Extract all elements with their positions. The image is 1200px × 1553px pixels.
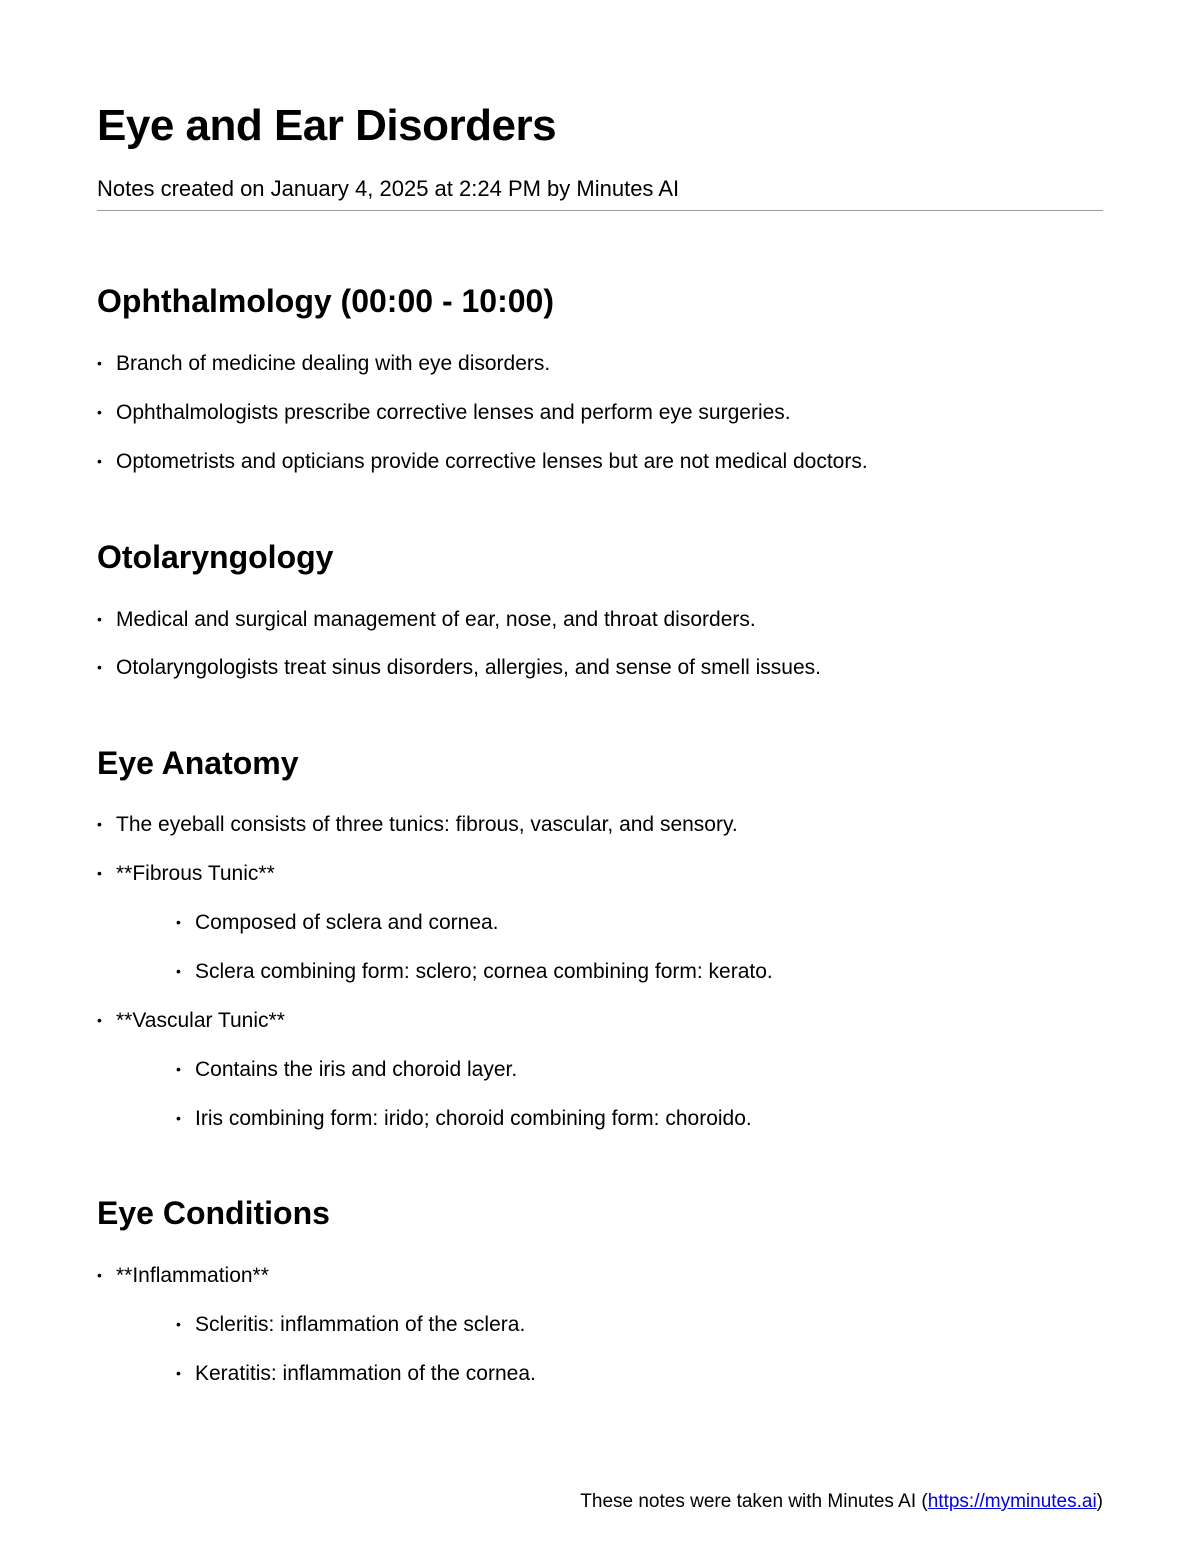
- footer-prefix: These notes were taken with Minutes AI (: [580, 1491, 928, 1512]
- section-heading-otolaryngology: Otolaryngology: [97, 539, 334, 575]
- bullet-icon: •: [97, 865, 102, 881]
- list-item-text: Contains the iris and choroid layer.: [195, 1058, 518, 1081]
- section-heading-eye-anatomy: Eye Anatomy: [97, 745, 299, 781]
- list-item: [97, 604, 756, 635]
- bullet-icon: •: [97, 404, 102, 420]
- bullet-icon: •: [97, 1267, 102, 1283]
- list-item-text: Iris combining form: irido; choroid combining form: choroido.: [195, 1107, 752, 1130]
- footer-suffix: ): [1096, 1491, 1103, 1512]
- bullet-icon: •: [176, 1110, 181, 1126]
- list-item: [97, 348, 550, 379]
- list-item: [97, 1005, 285, 1036]
- list-item: [97, 858, 275, 889]
- sub-list-item: [176, 1358, 536, 1389]
- list-item-text: Optometrists and opticians provide corrective lenses but are not medical doctors.: [116, 450, 868, 473]
- sub-list-item: [176, 1309, 525, 1340]
- bullet-icon: •: [176, 1365, 181, 1381]
- bullet-icon: •: [176, 914, 181, 930]
- bullet-icon: •: [176, 963, 181, 979]
- list-item-text: Composed of sclera and cornea.: [195, 911, 499, 934]
- bullet-icon: •: [176, 1316, 181, 1332]
- list-item-text: Branch of medicine dealing with eye disorders.: [116, 352, 551, 375]
- list-item-text: Scleritis: inflammation of the sclera.: [195, 1313, 526, 1336]
- title-divider: [97, 210, 1103, 211]
- bullet-icon: •: [97, 816, 102, 832]
- sub-list-item: [176, 1054, 517, 1085]
- section-heading-ophthalmology: Ophthalmology (00:00 - 10:00): [97, 283, 554, 319]
- list-item: [97, 1260, 269, 1291]
- bullet-icon: •: [97, 611, 102, 627]
- document-meta: Notes created on January 4, 2025 at 2:24 PM by Minutes AI: [97, 176, 680, 201]
- list-item: [97, 397, 791, 428]
- bullet-icon: •: [97, 453, 102, 469]
- bullet-icon: •: [97, 355, 102, 371]
- list-item: [97, 446, 868, 477]
- list-item-text: Sclera combining form: sclero; cornea combining form: kerato.: [195, 960, 773, 983]
- list-item-text: **Fibrous Tunic**: [116, 862, 275, 885]
- footer-link[interactable]: https://myminutes.ai: [927, 1491, 1097, 1512]
- footer-note: [580, 1488, 1103, 1516]
- bullet-icon: •: [97, 1012, 102, 1028]
- sub-list-item: [176, 956, 773, 987]
- list-item: [97, 652, 821, 683]
- list-item-text: Keratitis: inflammation of the cornea.: [195, 1362, 536, 1385]
- list-item-text: Medical and surgical management of ear, nose, and throat disorders.: [116, 608, 756, 631]
- document-title: Eye and Ear Disorders: [97, 101, 557, 150]
- list-item-text: Ophthalmologists prescribe corrective lenses and perform eye surgeries.: [116, 401, 791, 424]
- list-item-text: Otolaryngologists treat sinus disorders, allergies, and sense of smell issues.: [116, 656, 821, 679]
- list-item-text: **Vascular Tunic**: [116, 1009, 285, 1032]
- list-item-text: The eyeball consists of three tunics: fibrous, vascular, and sensory.: [116, 813, 738, 836]
- list-item: [97, 809, 738, 840]
- sub-list-item: [176, 907, 499, 938]
- sub-list-item: [176, 1103, 752, 1134]
- bullet-icon: •: [176, 1061, 181, 1077]
- bullet-icon: •: [97, 659, 102, 675]
- list-item-text: **Inflammation**: [116, 1264, 269, 1287]
- section-heading-eye-conditions: Eye Conditions: [97, 1195, 330, 1231]
